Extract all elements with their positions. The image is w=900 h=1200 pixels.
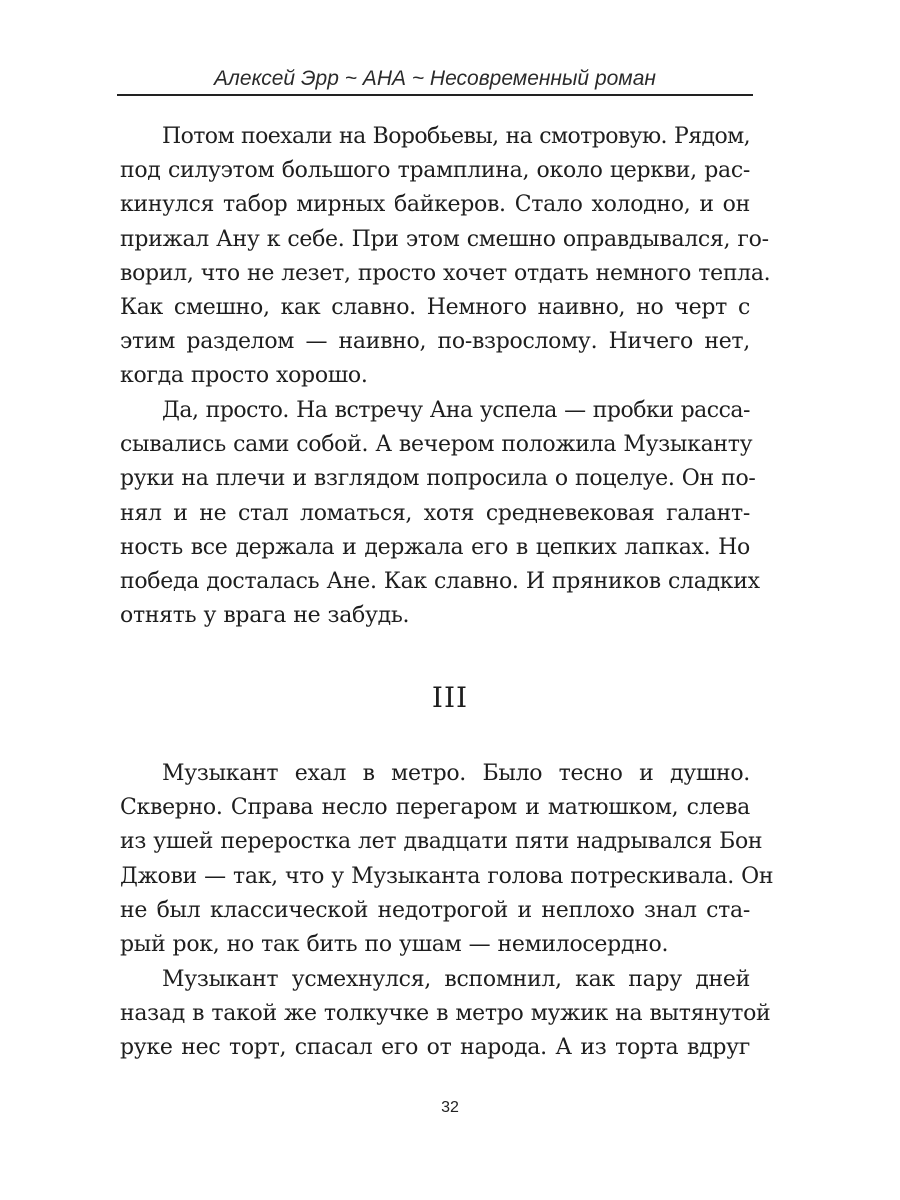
text-line: кинулся табор мирных байкеров. Стало холодно, и он [120, 192, 750, 218]
text-line: Да, просто. На встречу Ана успела — пробки расса- [162, 398, 750, 423]
text-line: прижал Ану к себе. При этом смешно оправдывался, го- [120, 226, 769, 252]
text-line: Потом поехали на Воробьевы, на смотровую. Рядом, [162, 124, 750, 149]
text-line: ворил, что не лезет, просто хочет отдать немного тепла. [120, 260, 771, 286]
text-line: назад в такой же толкучке в метро мужик на вытянутой [120, 1001, 771, 1027]
text-line: Как смешно, как славно. Немного наивно, но черт с [120, 295, 750, 321]
text-line: ность все держала и держала его в цепких лапках. Но [120, 534, 750, 560]
text-line: рый рок, но так бить по ушам — немилосердно. [120, 932, 669, 958]
text-line: из ушей переростка лет двадцати пяти надрывался Бон [120, 829, 763, 855]
text-line: отнять у врага не забудь. [120, 603, 410, 629]
header-rule [117, 94, 753, 96]
text-line: руке нес торт, спасал его от народа. А из торта вдруг [120, 1035, 750, 1061]
text-line: Музыкант ехал в метро. Было тесно и душно. [162, 761, 750, 786]
text-line: победа досталась Ане. Как славно. И пряников сладких [120, 569, 760, 595]
paragraph-3 [120, 757, 774, 962]
text-line: руки на плечи и взглядом попросила о поцелуе. Он по- [120, 466, 756, 492]
text-line: Джови — так, что у Музыканта голова потрескивала. Он [120, 863, 774, 889]
paragraph-4 [120, 963, 771, 1066]
text-line: нял и не стал ломаться, хотя средневековая галант- [120, 500, 750, 526]
text-line: сывались сами собой. А вечером положила Музыканту [120, 432, 753, 458]
page-number: 32 [441, 1099, 459, 1116]
paragraph-2 [120, 394, 760, 633]
running-header: Алексей Эрр ~ АНА ~ Несовременный роман [214, 67, 656, 90]
paragraph-1 [120, 120, 771, 394]
text-line: Музыкант усмехнулся, вспомнил, как пару дней [162, 967, 750, 992]
text-line: под силуэтом большого трамплина, около церкви, рас- [120, 158, 750, 184]
chapter-heading: III [431, 681, 469, 714]
text-line: не был классической недотрогой и неплохо знал ста- [120, 897, 750, 923]
text-line: Скверно. Справа несло перегаром и матюшком, слева [120, 795, 750, 821]
text-line: когда просто хорошо. [120, 363, 368, 389]
text-line: этим разделом — наивно, по-взрослому. Ничего нет, [120, 329, 750, 355]
